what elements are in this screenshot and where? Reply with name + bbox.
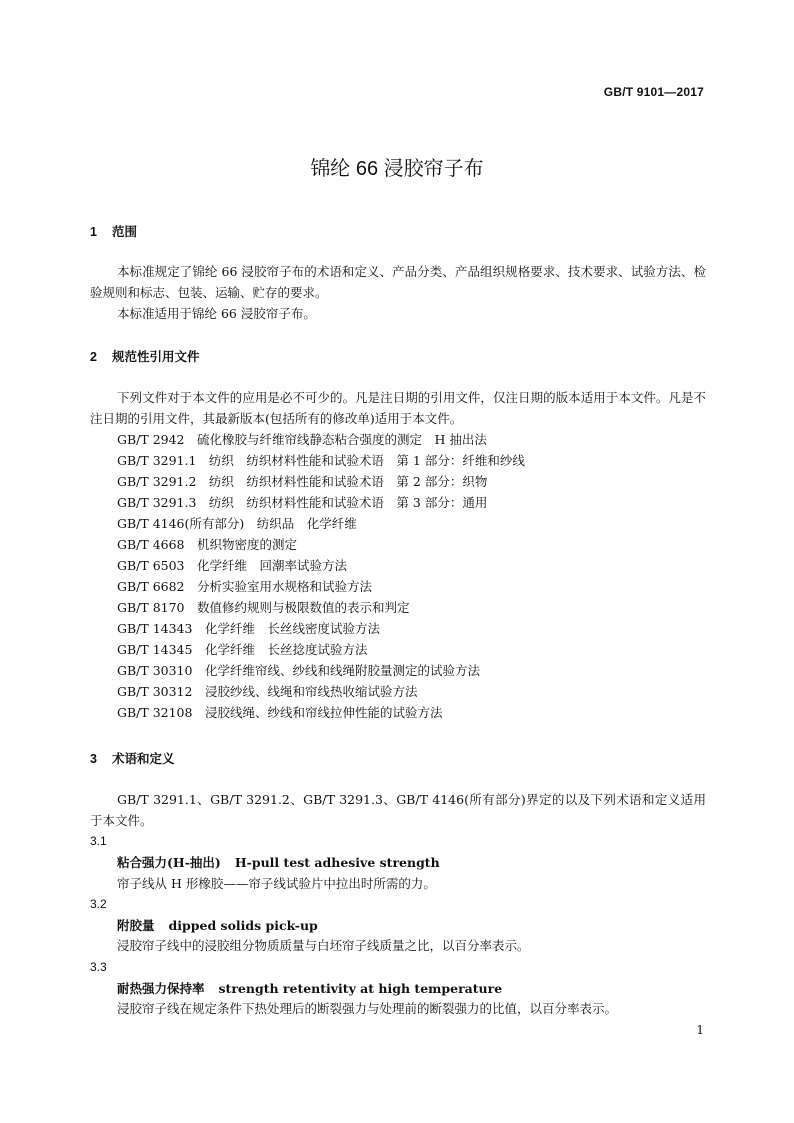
reference-item: GB/T 14343 化学纤维 长丝线密度试验方法 <box>117 621 380 636</box>
reference-item: GB/T 6503 化学纤维 回潮率试验方法 <box>117 558 348 573</box>
section-title: 术语和定义 <box>112 752 175 766</box>
reference-item: GB/T 2942 硫化橡胶与纤维帘线静态粘合强度的测定 H 抽出法 <box>117 432 487 447</box>
section-2-intro: 下列文件对于本文件的应用是必不可少的。凡是注日期的引用文件，仅注日期的版本适用于本文件。凡是不注日期的引用文件，其最新版本(包括所有的修改单)适用于本文件。 <box>90 390 706 426</box>
page-number: 1 <box>696 1023 704 1037</box>
section-number: 2 <box>90 350 97 364</box>
section-title: 范围 <box>112 225 138 239</box>
term-cn: 耐热强力保持率 <box>117 981 205 996</box>
term-name <box>117 979 502 997</box>
section-1-heading <box>90 222 137 240</box>
term-definition: 浸胶帘子线在规定条件下热处理后的断裂强力与处理前的断裂强力的比值，以百分率表示。 <box>117 1001 618 1016</box>
document-title: 锦纶 66 浸胶帘子布 <box>310 158 484 180</box>
term-en: strength retentivity at high temperature <box>218 981 503 996</box>
section-3-heading <box>90 749 175 767</box>
term-name <box>117 853 440 871</box>
term-cn: 附胶量 <box>117 918 155 933</box>
reference-item: GB/T 3291.2 纺织 纺织材料性能和试验术语 第 2 部分：织物 <box>117 474 488 489</box>
reference-item: GB/T 30312 浸胶纱线、线绳和帘线热收缩试验方法 <box>117 684 418 699</box>
reference-item: GB/T 4146(所有部分) 纺织品 化学纤维 <box>117 516 357 531</box>
reference-item: GB/T 3291.1 纺织 纺织材料性能和试验术语 第 1 部分：纤维和纱线 <box>117 453 525 468</box>
term-number: 3.3 <box>90 960 107 974</box>
section-number: 3 <box>90 752 97 766</box>
section-1-paragraph-2: 本标准适用于锦纶 66 浸胶帘子布。 <box>117 306 316 321</box>
reference-item: GB/T 30310 化学纤维帘线、纱线和线绳附胶量测定的试验方法 <box>117 663 480 678</box>
term-number: 3.2 <box>90 897 107 911</box>
term-cn: 粘合强力(H-抽出) <box>117 855 221 870</box>
term-number: 3.1 <box>90 834 107 848</box>
reference-item: GB/T 4668 机织物密度的测定 <box>117 537 298 552</box>
standard-code: GB/T 9101—2017 <box>603 85 704 99</box>
reference-item: GB/T 3291.3 纺织 纺织材料性能和试验术语 第 3 部分：通用 <box>117 495 488 510</box>
reference-item: GB/T 8170 数值修约规则与极限数值的表示和判定 <box>117 600 410 615</box>
term-en: H-pull test adhesive strength <box>234 855 440 870</box>
term-definition: 帘子线从 H 形橡胶——帘子线试验片中拉出时所需的力。 <box>117 876 436 891</box>
reference-item: GB/T 14345 化学纤维 长丝捻度试验方法 <box>117 642 368 657</box>
normative-reference-list <box>117 429 525 723</box>
section-1-paragraph-1: 本标准规定了锦纶 66 浸胶帘子布的术语和定义、产品分类、产品组织规格要求、技术要求、试验方法、检验规则和标志、包装、运输、贮存的要求。 <box>90 264 706 300</box>
section-title: 规范性引用文件 <box>112 350 200 364</box>
section-number: 1 <box>90 225 97 239</box>
reference-item: GB/T 6682 分析实验室用水规格和试验方法 <box>117 579 373 594</box>
section-3-intro: GB/T 3291.1、GB/T 3291.2、GB/T 3291.3、GB/T 4146(所有部分)界定的以及下列术语和定义适用于本文件。 <box>90 792 706 828</box>
section-2-heading <box>90 347 200 365</box>
term-definition: 浸胶帘子线中的浸胶组分物质质量与白坯帘子线质量之比，以百分率表示。 <box>117 938 530 953</box>
term-en: dipped solids pick-up <box>168 918 318 933</box>
term-name <box>117 916 318 934</box>
reference-item: GB/T 32108 浸胶线绳、纱线和帘线拉伸性能的试验方法 <box>117 705 443 720</box>
